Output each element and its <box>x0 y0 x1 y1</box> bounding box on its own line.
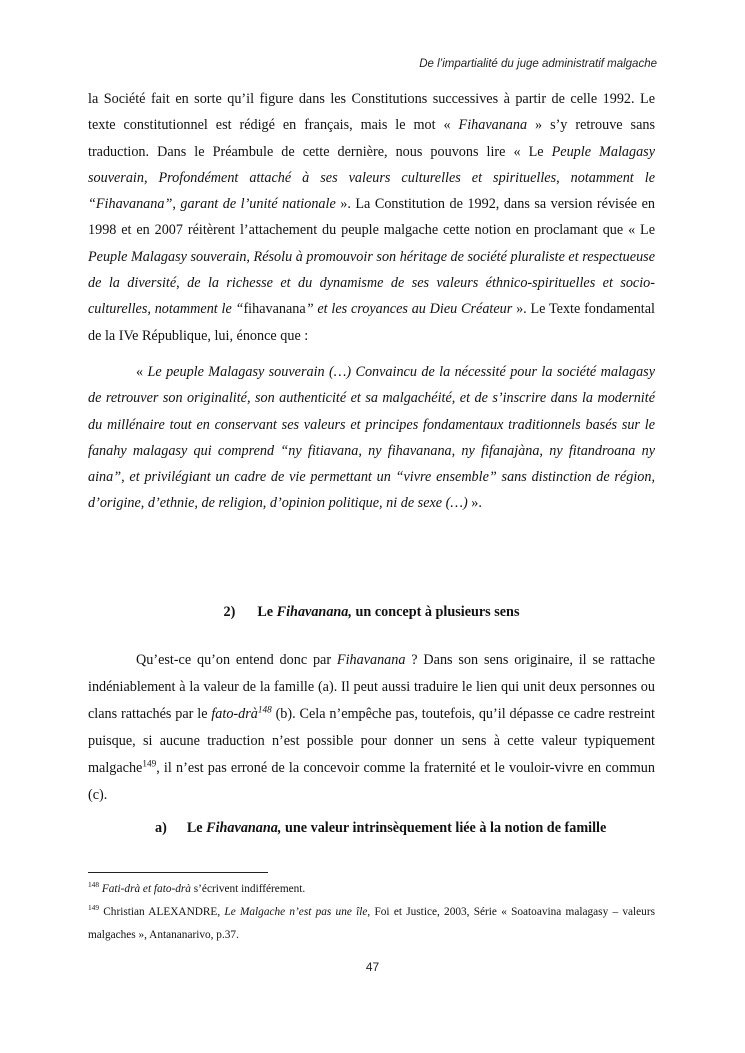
paragraph-concept <box>88 647 655 809</box>
text-run: fihavanana <box>243 301 306 318</box>
section-number: 2) <box>223 604 236 620</box>
subsection-title-post: une valeur intrinsèquement liée à la notion de famille <box>281 820 607 836</box>
subsection-title-pre: Le <box>186 820 207 836</box>
block-quote <box>88 359 655 517</box>
text-run-italic: Peuple Malagasy souverain, Profondément attaché à ses valeurs culturelles et spirituelles, notamment le “Fihavanana”, garant de l’unité nationale <box>88 143 656 213</box>
text-run: ». Le Texte fondamental de la IVe République, lui, énonce que : <box>88 301 655 344</box>
text-run: la Société fait en sorte qu’il figure dans les Constitutions successives à partir de celle 1992. Le texte constitutionnel est rédigé en français, mais le mot « <box>88 91 655 134</box>
page-number: 47 <box>365 960 380 974</box>
text-run: ». La Constitution de 1992, dans sa version révisée en 1998 et en 2007 réitèrent l’attachement du peuple malgache cette notion en proclamant que « Le <box>88 196 655 239</box>
footnote-text: s’écrivent indifférement. <box>190 883 306 895</box>
text-run: , il n’est pas erroné de la concevoir comme la fraternité et le vouloir-vivre en commun (c). <box>88 760 655 803</box>
text-run-italic: Fihavanana <box>458 117 528 134</box>
footnote-ref-149[interactable]: 149 <box>142 758 157 769</box>
text-run-italic: ” et les croyances au Dieu Créateur <box>305 301 513 318</box>
quote-text: Le peuple Malagasy souverain (…) Convaincu de la nécessité pour la société malagasy de retrouver son originalité, son authenticité et sa malgachéité, et de s’inscrire dans la modernité du millénaire tout en conservant ses valeurs et principes fondamentaux traditionnels basés sur le fanahy malagasy qui comprend “ny fitiavana, ny fihavanana, ny fifanajàna, ny fitandroana ny aina”, et privilégiant un cadre de vie permettant un “vivre ensemble” sans distinction de région, d’origine, d’ethnie, de religion, d’opinion politique, ni de sexe (…) <box>88 364 656 512</box>
footnote-number: 149 <box>88 903 99 913</box>
section-title-italic: Fihavanana, <box>276 604 352 620</box>
running-head: De l’impartialité du juge administratif malgache <box>419 58 657 70</box>
footnote-148 <box>88 878 655 901</box>
footnote-separator <box>88 872 268 873</box>
footnote-italic: Le Malgache n’est pas une île <box>224 906 368 918</box>
text-run: » s’y retrouve sans traduction. Dans le Préambule de cette dernière, nous pouvons lire « Le <box>88 117 655 160</box>
subsection-number: a) <box>155 820 167 836</box>
section-title-pre: Le <box>257 604 277 620</box>
quote-open: « <box>136 364 148 380</box>
quote-close: ». <box>467 495 482 512</box>
paragraph-constitution <box>88 86 655 349</box>
text-run-italic: Fihavanana <box>336 652 406 668</box>
section-heading <box>88 604 655 621</box>
footnotes <box>88 878 655 947</box>
text-run: (b). Cela n’empêche pas, toutefois, qu’il dépasse ce cadre restreint puisque, si aucune traduction n’est possible pour donner un sens à cette valeur typiquement malgache <box>88 706 655 776</box>
footnote-text: Christian ALEXANDRE, <box>99 906 225 918</box>
footnote-italic: Fati-drà et fato-drà <box>101 883 191 895</box>
footnote-ref-148[interactable]: 148 <box>257 704 272 715</box>
footnote-149 <box>88 901 655 947</box>
subsection-heading <box>155 820 606 837</box>
subsection-title-italic: Fihavanana, <box>206 820 282 836</box>
text-run: Qu’est-ce qu’on entend donc par <box>136 652 337 668</box>
text-run: ? Dans son sens originaire, il se rattache indéniablement à la valeur de la famille (a). Il peut aussi traduire le lien qui unit deux personnes ou clans rattachés par le <box>88 652 655 722</box>
footnote-text: , Foi et Justice, 2003, Série « Soatoavina malagasy – valeurs malgaches », Antananarivo, p.37. <box>88 906 655 941</box>
section-title-post: un concept à plusieurs sens <box>351 604 520 620</box>
footnote-number: 148 <box>88 880 99 890</box>
text-run-italic: Peuple Malagasy souverain, Résolu à promouvoir son héritage de société pluraliste et respectueuse de la diversité, de la richesse et du dynamisme de ses valeurs éthnico-spirituelles et socio-culturelles, notamment le “ <box>88 248 655 318</box>
text-run-italic: fato-drà <box>211 706 258 722</box>
